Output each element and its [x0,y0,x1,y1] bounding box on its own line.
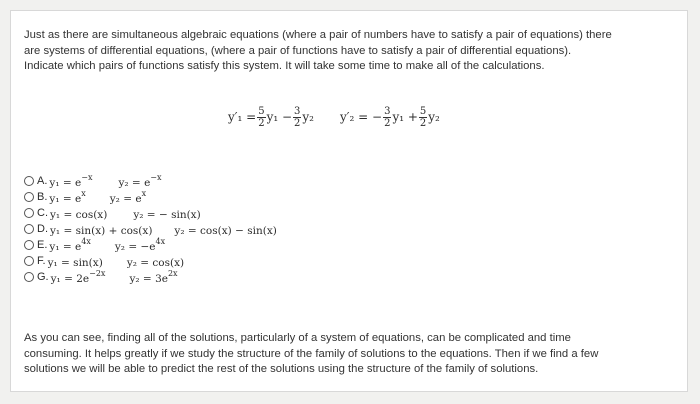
outro-line-3: solutions we will be able to predict the rest of the solutions using the structure of the family of solutions. [24,363,539,375]
eq2-term-2: y₂ [428,110,440,124]
option-d-checkbox[interactable] [24,224,34,234]
eq2-term-1: y₁ + [392,110,418,124]
intro-text [24,28,674,75]
option-e[interactable] [24,237,277,253]
option-b[interactable] [24,189,277,205]
option-letter: E. [37,239,48,251]
eq1-frac-1: $\frac{5}{2}$ [258,105,265,129]
option-y1: y₁ = sin(x) + cos(x) [50,225,153,237]
option-letter: C. [37,207,48,219]
option-y2: y₂ = −e [114,241,156,253]
option-a-checkbox[interactable] [24,176,34,186]
option-y2: y₂ = cos(x) − sin(x) [174,225,277,237]
option-y1: y₁ = sin(x) [47,257,103,269]
option-y2: y₂ = e [118,177,151,189]
option-y2: y₂ = − sin(x) [133,209,201,221]
option-y2-exponent: 2x [167,269,178,278]
intro-line-3: Indicate which pairs of functions satisfy this system. It will take some time to make all of the calculations. [24,60,545,72]
answer-options [24,173,277,285]
option-letter: D. [37,223,48,235]
option-y2-exponent: x [141,189,147,198]
option-y1-exponent: 4x [81,237,91,246]
option-letter: G. [37,271,49,283]
option-y2: y₂ = cos(x) [126,257,185,269]
outro-text [24,331,679,378]
option-a[interactable] [24,173,277,189]
eq1-term-1: y₁ − [266,110,293,124]
option-y2-exponent: 4x [155,237,166,246]
option-f[interactable] [24,253,277,269]
eq1-term-2: y₂ [302,110,314,124]
option-y1-exponent: −2x [89,269,106,278]
option-d[interactable] [24,221,277,237]
option-f-checkbox[interactable] [24,256,34,266]
option-c[interactable] [24,205,277,221]
question-card [10,10,688,392]
option-y1: y₁ = e [49,177,82,189]
option-y1: y₁ = e [49,193,82,205]
option-g-checkbox[interactable] [24,272,34,282]
eq2-frac-2: $\frac{5}{2}$ [419,105,427,129]
option-y2: y₂ = 3e [129,273,168,285]
option-letter: B. [37,191,48,203]
option-c-checkbox[interactable] [24,208,34,218]
option-y1: y₁ = cos(x) [50,209,108,221]
option-e-checkbox[interactable] [24,240,34,250]
intro-line-2: are systems of differential equations, (where a pair of functions have to satisfy a pair of differential equations). [24,44,572,57]
eq1-lhs: y′₁ = [228,110,257,124]
option-letter: F. [37,255,46,267]
eq1-frac-2: $\frac{3}{2}$ [294,105,301,129]
differential-system [228,95,440,139]
option-letter: A. [37,175,48,187]
option-b-checkbox[interactable] [24,192,34,202]
option-y1-exponent: −x [81,173,93,182]
option-y1: y₁ = e [49,241,82,253]
intro-line-1: Just as there are simultaneous algebraic equations (where a pair of numbers have to satisfy a pair of equations) there [24,29,612,41]
outro-line-2: consuming. It helps greatly if we study the structure of the family of solutions to the equations. Then if we find a few [24,347,599,360]
eq2-frac-1: $\frac{3}{2}$ [384,105,391,129]
outro-line-1: As you can see, finding all of the solutions, particularly of a system of equations, can be complicated and time [24,332,571,344]
option-y2: y₂ = e [109,193,142,205]
option-g[interactable] [24,269,277,285]
eq2-lhs: y′₂ = − [340,110,383,124]
option-y1: y₁ = 2e [50,273,90,285]
option-y2-exponent: −x [150,173,162,182]
option-y1-exponent: x [81,189,86,198]
